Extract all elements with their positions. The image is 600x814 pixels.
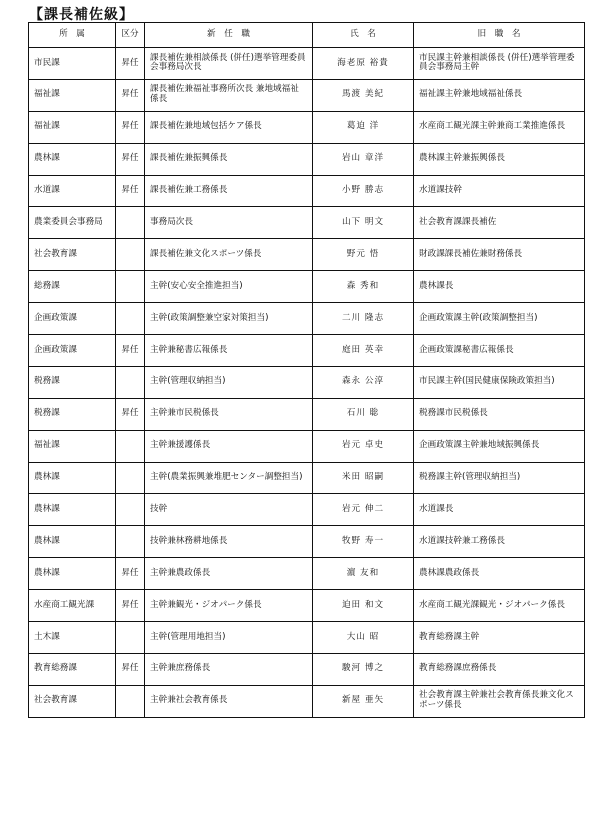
cell-dept: 農業委員会事務局 bbox=[29, 207, 116, 239]
table-row bbox=[29, 239, 585, 271]
cell-kubun: 昇任 bbox=[116, 398, 145, 430]
cell-dept: 福祉課 bbox=[29, 430, 116, 462]
cell-old-post: 企画政策課秘書広報係長 bbox=[414, 335, 585, 367]
cell-name: 葛迫 洋 bbox=[313, 111, 414, 143]
cell-old-post: 財政課課長補佐兼財務係長 bbox=[414, 239, 585, 271]
cell-new-post: 主幹(管理用地担当) bbox=[145, 622, 313, 654]
cell-old-post: 社会教育課課長補佐 bbox=[414, 207, 585, 239]
cell-new-post: 主幹(農業振興兼堆肥センター調整担当) bbox=[145, 462, 313, 494]
cell-name: 石川 聡 bbox=[313, 398, 414, 430]
table-row bbox=[29, 653, 585, 685]
cell-name: 牧野 寿一 bbox=[313, 526, 414, 558]
cell-name: 岩元 卓史 bbox=[313, 430, 414, 462]
cell-kubun bbox=[116, 526, 145, 558]
header-new-post: 新 任 職 bbox=[145, 23, 313, 48]
cell-name: 庭田 英幸 bbox=[313, 335, 414, 367]
cell-old-post: 教育総務課主幹 bbox=[414, 622, 585, 654]
cell-kubun: 昇任 bbox=[116, 335, 145, 367]
cell-new-post: 課長補佐兼相談係長 (併任)選挙管理委員会事務局次長 bbox=[145, 48, 313, 80]
header-dept: 所 属 bbox=[29, 23, 116, 48]
cell-dept: 税務課 bbox=[29, 366, 116, 398]
cell-new-post: 課長補佐兼地域包括ケア係長 bbox=[145, 111, 313, 143]
cell-kubun: 昇任 bbox=[116, 111, 145, 143]
cell-dept: 教育総務課 bbox=[29, 653, 116, 685]
cell-dept: 農林課 bbox=[29, 494, 116, 526]
cell-kubun bbox=[116, 430, 145, 462]
cell-dept: 総務課 bbox=[29, 271, 116, 303]
personnel-table bbox=[28, 22, 585, 718]
table-row bbox=[29, 335, 585, 367]
table-row bbox=[29, 303, 585, 335]
cell-kubun: 昇任 bbox=[116, 175, 145, 207]
cell-dept: 社会教育課 bbox=[29, 239, 116, 271]
cell-old-post: 市民課主幹(国民健康保険政策担当) bbox=[414, 366, 585, 398]
table-row bbox=[29, 590, 585, 622]
cell-dept: 税務課 bbox=[29, 398, 116, 430]
cell-name: 海老原 裕貴 bbox=[313, 48, 414, 80]
cell-kubun bbox=[116, 494, 145, 526]
cell-name: 森 秀和 bbox=[313, 271, 414, 303]
cell-new-post: 主幹(政策調整兼空家対策担当) bbox=[145, 303, 313, 335]
cell-new-post: 技幹 bbox=[145, 494, 313, 526]
cell-old-post: 水道課長 bbox=[414, 494, 585, 526]
table-row bbox=[29, 430, 585, 462]
cell-old-post: 税務課市民税係長 bbox=[414, 398, 585, 430]
cell-name: 大山 昭 bbox=[313, 622, 414, 654]
table-row bbox=[29, 111, 585, 143]
cell-old-post: 企画政策課主幹(政策調整担当) bbox=[414, 303, 585, 335]
cell-new-post: 課長補佐兼福祉事務所次長 兼地域福祉係長 bbox=[145, 79, 313, 111]
cell-new-post: 課長補佐兼文化スポーツ係長 bbox=[145, 239, 313, 271]
cell-dept: 農林課 bbox=[29, 526, 116, 558]
cell-name: 小野 勝志 bbox=[313, 175, 414, 207]
cell-old-post: 社会教育課主幹兼社会教育係長兼文化スポーツ係長 bbox=[414, 685, 585, 717]
table-row bbox=[29, 398, 585, 430]
cell-new-post: 課長補佐兼工務係長 bbox=[145, 175, 313, 207]
cell-old-post: 水産商工観光課主幹兼商工業推進係長 bbox=[414, 111, 585, 143]
cell-old-post: 福祉課主幹兼地域福祉係長 bbox=[414, 79, 585, 111]
cell-dept: 福祉課 bbox=[29, 111, 116, 143]
table-row bbox=[29, 143, 585, 175]
cell-new-post: 事務局次長 bbox=[145, 207, 313, 239]
cell-kubun bbox=[116, 303, 145, 335]
cell-name: 新屋 亜矢 bbox=[313, 685, 414, 717]
cell-name: 馬渡 美紀 bbox=[313, 79, 414, 111]
cell-name: 岩山 章洋 bbox=[313, 143, 414, 175]
table-row bbox=[29, 48, 585, 80]
cell-new-post: 主幹兼社会教育係長 bbox=[145, 685, 313, 717]
cell-old-post: 水道課技幹 bbox=[414, 175, 585, 207]
cell-dept: 農林課 bbox=[29, 143, 116, 175]
cell-dept: 土木課 bbox=[29, 622, 116, 654]
cell-dept: 水産商工観光課 bbox=[29, 590, 116, 622]
cell-new-post: 主幹兼秘書広報係長 bbox=[145, 335, 313, 367]
cell-new-post: 技幹兼林務耕地係長 bbox=[145, 526, 313, 558]
cell-dept: 社会教育課 bbox=[29, 685, 116, 717]
cell-old-post: 市民課主幹兼相談係長 (併任)選挙管理委員会事務局主幹 bbox=[414, 48, 585, 80]
cell-dept: 農林課 bbox=[29, 462, 116, 494]
table-row bbox=[29, 526, 585, 558]
cell-old-post: 農林課長 bbox=[414, 271, 585, 303]
cell-new-post: 課長補佐兼振興係長 bbox=[145, 143, 313, 175]
cell-new-post: 主幹兼庶務係長 bbox=[145, 653, 313, 685]
cell-new-post: 主幹(安心安全推進担当) bbox=[145, 271, 313, 303]
header-name: 氏 名 bbox=[313, 23, 414, 48]
cell-kubun: 昇任 bbox=[116, 48, 145, 80]
cell-old-post: 企画政策課主幹兼地域振興係長 bbox=[414, 430, 585, 462]
cell-old-post: 農林課主幹兼振興係長 bbox=[414, 143, 585, 175]
table-row bbox=[29, 207, 585, 239]
cell-kubun bbox=[116, 685, 145, 717]
cell-kubun: 昇任 bbox=[116, 558, 145, 590]
cell-kubun bbox=[116, 622, 145, 654]
cell-dept: 農林課 bbox=[29, 558, 116, 590]
cell-kubun: 昇任 bbox=[116, 590, 145, 622]
table-row bbox=[29, 685, 585, 717]
cell-new-post: 主幹兼援護係長 bbox=[145, 430, 313, 462]
cell-dept: 福祉課 bbox=[29, 79, 116, 111]
cell-kubun: 昇任 bbox=[116, 143, 145, 175]
cell-name: 野元 悟 bbox=[313, 239, 414, 271]
table-header-row bbox=[29, 23, 585, 48]
cell-kubun bbox=[116, 207, 145, 239]
table-row bbox=[29, 79, 585, 111]
table-row bbox=[29, 175, 585, 207]
header-kubun: 区分 bbox=[116, 23, 145, 48]
cell-old-post: 水産商工観光課観光・ジオパーク係長 bbox=[414, 590, 585, 622]
cell-dept: 市民課 bbox=[29, 48, 116, 80]
cell-kubun: 昇任 bbox=[116, 653, 145, 685]
cell-name: 森永 公淳 bbox=[313, 366, 414, 398]
cell-kubun bbox=[116, 462, 145, 494]
header-old-post: 旧 職 名 bbox=[414, 23, 585, 48]
cell-name: 山下 明文 bbox=[313, 207, 414, 239]
cell-name: 岩元 伸二 bbox=[313, 494, 414, 526]
cell-new-post: 主幹(管理収納担当) bbox=[145, 366, 313, 398]
cell-name: 迫田 和文 bbox=[313, 590, 414, 622]
cell-dept: 企画政策課 bbox=[29, 303, 116, 335]
cell-name: 米田 昭嗣 bbox=[313, 462, 414, 494]
cell-old-post: 農林課農政係長 bbox=[414, 558, 585, 590]
cell-kubun: 昇任 bbox=[116, 79, 145, 111]
cell-old-post: 教育総務課庶務係長 bbox=[414, 653, 585, 685]
table-row bbox=[29, 558, 585, 590]
cell-old-post: 税務課主幹(管理収納担当) bbox=[414, 462, 585, 494]
cell-new-post: 主幹兼市民税係長 bbox=[145, 398, 313, 430]
cell-new-post: 主幹兼農政係長 bbox=[145, 558, 313, 590]
cell-dept: 水道課 bbox=[29, 175, 116, 207]
cell-name: 駿河 博之 bbox=[313, 653, 414, 685]
section-title: 【課長補佐級】 bbox=[29, 7, 134, 23]
table-row bbox=[29, 494, 585, 526]
table-row bbox=[29, 622, 585, 654]
cell-name: 濵 友和 bbox=[313, 558, 414, 590]
cell-new-post: 主幹兼観光・ジオパーク係長 bbox=[145, 590, 313, 622]
table-row bbox=[29, 271, 585, 303]
table-row bbox=[29, 462, 585, 494]
cell-name: 二川 隆志 bbox=[313, 303, 414, 335]
table-row bbox=[29, 366, 585, 398]
cell-kubun bbox=[116, 366, 145, 398]
cell-old-post: 水道課技幹兼工務係長 bbox=[414, 526, 585, 558]
cell-kubun bbox=[116, 239, 145, 271]
cell-kubun bbox=[116, 271, 145, 303]
cell-dept: 企画政策課 bbox=[29, 335, 116, 367]
